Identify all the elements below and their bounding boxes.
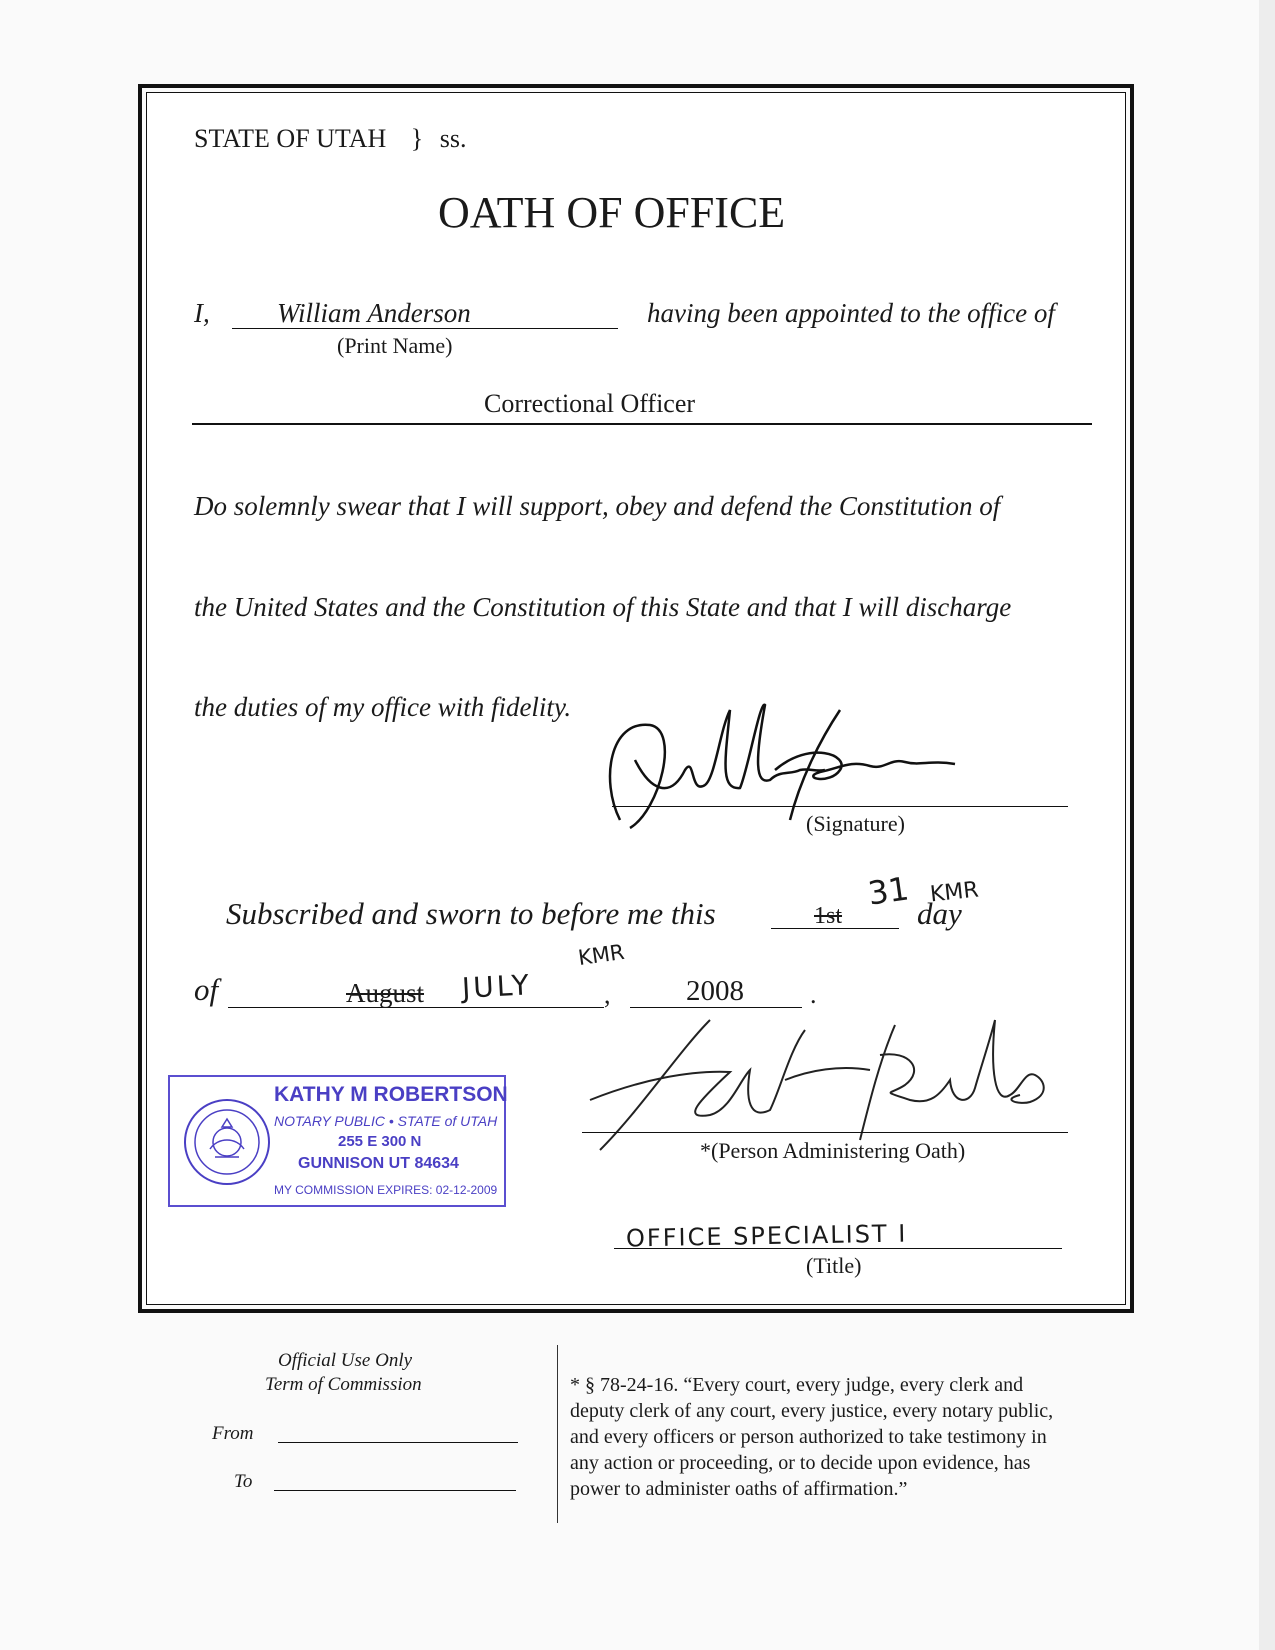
office-value: Correctional Officer	[484, 389, 696, 418]
to-line	[274, 1490, 516, 1491]
from-line	[278, 1442, 518, 1443]
statute-line: and every officers or person authorized to take testimony in	[570, 1426, 1047, 1448]
day-struck: 1st	[814, 903, 843, 929]
statute-line: * § 78-24-16. “Every court, every judge, every clerk and	[570, 1374, 1024, 1396]
state-line	[194, 124, 467, 154]
official-use-label: Official Use Only	[278, 1350, 413, 1371]
stamp-notary-line: NOTARY PUBLIC • STATE of UTAH	[274, 1113, 498, 1129]
title-label: (Title)	[806, 1253, 862, 1278]
of-word: of	[194, 972, 219, 1007]
print-name-label: (Print Name)	[337, 333, 453, 358]
statute-text	[570, 1372, 1053, 1502]
month-initials: KMR	[576, 939, 626, 971]
day-initials: KMR	[928, 877, 980, 908]
month-struck: August	[346, 978, 425, 1008]
statute-line: power to administer oaths of affirmation.”	[570, 1478, 908, 1500]
administering-label: *(Person Administering Oath)	[700, 1138, 966, 1163]
footer-divider	[557, 1345, 558, 1523]
office-line	[192, 423, 1092, 425]
year-value: 2008	[686, 975, 744, 1007]
brace: }	[410, 124, 424, 153]
statute-line: deputy clerk of any court, every justice, every notary public,	[570, 1400, 1054, 1422]
page-edge	[1259, 0, 1275, 1650]
signature-line	[612, 806, 1068, 807]
appointee-signature	[590, 700, 1010, 840]
swear-line-3: the duties of my office with fidelity.	[194, 692, 572, 722]
swear-line-2: the United States and the Constitution of this State and that I will discharge	[194, 592, 1012, 622]
month-comma: ,	[604, 980, 611, 1009]
signature-label: (Signature)	[806, 811, 905, 836]
print-name-value: William Anderson	[277, 298, 471, 328]
state-seal-icon	[182, 1097, 272, 1187]
stamp-address: 255 E 300 N	[338, 1133, 422, 1150]
subscribed-text: Subscribed and sworn to before me this	[226, 896, 716, 931]
month-handwritten: JULY	[461, 968, 533, 1005]
state-name: STATE OF UTAH	[194, 124, 387, 153]
stamp-city: GUNNISON UT 84634	[298, 1155, 459, 1172]
stamp-expires: MY COMMISSION EXPIRES: 02-12-2009	[274, 1183, 498, 1197]
term-label: Term of Commission	[265, 1374, 422, 1395]
appointed-text: having been appointed to the office of	[647, 298, 1055, 328]
year-period: .	[810, 980, 817, 1009]
oath-prefix: I,	[194, 298, 210, 328]
from-label: From	[212, 1423, 254, 1444]
to-label: To	[234, 1471, 253, 1492]
administering-line	[582, 1132, 1068, 1133]
document-title: OATH OF OFFICE	[438, 188, 786, 237]
notary-stamp	[168, 1075, 506, 1207]
swear-line-1: Do solemnly swear that I will support, obey and defend the Constitution of	[194, 491, 1001, 521]
day-word: day	[917, 896, 962, 931]
title-handwritten: OFFICE SPECIALIST I	[625, 1219, 908, 1253]
statute-line: any action or proceeding, or to decide upon evidence, has	[570, 1452, 1031, 1474]
title-line	[614, 1248, 1062, 1249]
ss-label: ss.	[439, 124, 467, 153]
stamp-name: KATHY M ROBERTSON	[274, 1083, 508, 1106]
day-handwritten: 31	[865, 869, 912, 913]
